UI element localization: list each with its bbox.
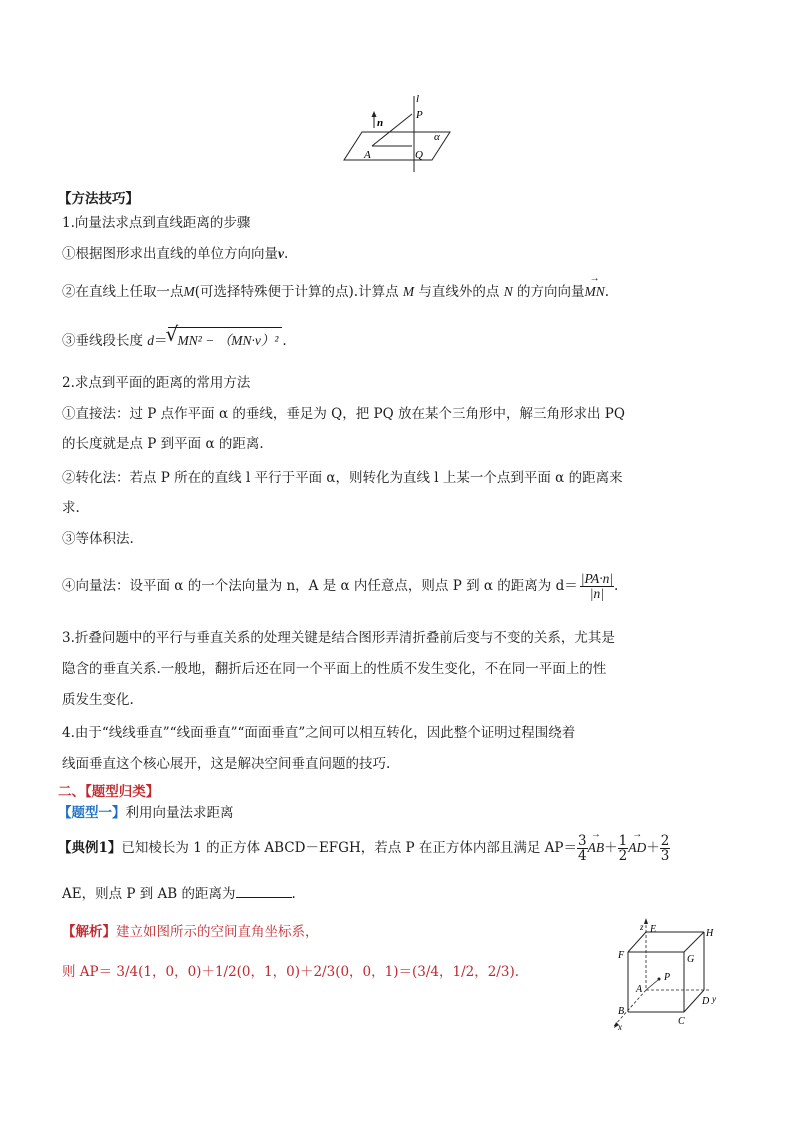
fig1-label-P: P bbox=[416, 109, 423, 121]
answer-blank bbox=[236, 897, 292, 898]
cube-label-F: F bbox=[618, 950, 625, 961]
cube-label-H: H bbox=[706, 928, 714, 939]
item3-line3: 质发生变化. bbox=[62, 692, 134, 708]
cube-figure bbox=[604, 918, 734, 1036]
item4-line1: 4.由于“线线垂直”“线面垂直”“面面垂直”之间可以相互转化，因此整个证明过程围绕着 bbox=[62, 725, 576, 741]
cube-label-z: z bbox=[640, 922, 644, 932]
fig1-label-n: n bbox=[377, 117, 384, 129]
item3-line2: 隐含的垂直关系.一般地，翻折后还在同一个平面上的性质不发生变化，不在同一平面上的性 bbox=[62, 661, 607, 677]
cube-label-x: x bbox=[618, 1022, 622, 1032]
cube-label-E: E bbox=[650, 924, 657, 935]
item3-line1: 3.折叠问题中的平行与垂直关系的处理关键是结合图形弄清折叠前后变与不变的关系，尤其是 bbox=[62, 630, 615, 646]
solution-line1: 【解析】建立如图所示的空间直角坐标系， bbox=[62, 924, 319, 940]
plane-figure bbox=[340, 92, 452, 174]
item2-line1: ①直接法：过 P 点作平面 α 的垂线，垂足为 Q，把 PQ 放在某个三角形中，解三角形求出 PQ bbox=[62, 406, 625, 422]
item1-step3: ③垂线段长度 d＝ √ MN² − （MN·v）² . bbox=[62, 322, 287, 349]
item2-line6: ④向量法：设平面 α 的一个法向量为 n，A 是 α 内任意点，则点 P 到 α 的距离为 d＝ $\frac{|PA\cdot n|}{|n|}$ . bbox=[62, 571, 619, 602]
fig1-label-alpha: α bbox=[434, 131, 440, 143]
item2-title: 2.求点到平面的距离的常用方法 bbox=[62, 375, 251, 391]
item4-line2: 线面垂直这个核心展开，这是解决空间垂直问题的技巧. bbox=[62, 756, 391, 772]
solution-line2: 则 AP＝ 3/4(1，0，0)＋1/2(0，1，0)＋2/3(0，0，1)＝(3/4，1/2，2/3). bbox=[62, 964, 520, 980]
item1-title: 1.向量法求点到直线距离的步骤 bbox=[62, 215, 251, 231]
cube-label-B: B bbox=[618, 1006, 625, 1017]
cube-label-G: G bbox=[687, 954, 695, 965]
section2-title: 二、【题型归类】 bbox=[58, 784, 160, 800]
item1-step2: ②在直线上任取一点M(可选择特殊便于计算的点).计算点 M 与直线外的点 N 的方向向量→ MN. bbox=[62, 280, 609, 300]
item2-line3: ②转化法：若点 P 所在的直线 l 平行于平面 α，则转化为直线 l 上某一个点到平面 α 的距离来 bbox=[62, 470, 623, 486]
example1-line1: 【典例1】已知棱长为 1 的正方体 ABCD－EFGH，若点 P 在正方体内部且满足 AP＝ $\frac{3}{4}$ → AB＋ $\frac{1}{2}$ → AD＋ $\frac{2}{3}$ bbox=[58, 834, 670, 863]
fig1-label-l: l bbox=[416, 93, 420, 105]
cube-label-A: A bbox=[636, 984, 643, 995]
item1-step1: ①根据图形求出直线的单位方向向量v. bbox=[62, 246, 289, 262]
item2-line5: ③等体积法. bbox=[62, 531, 134, 547]
item2-line4: 求. bbox=[62, 500, 80, 516]
example1-line2: AE，则点 P 到 AB 的距离为 . bbox=[62, 886, 296, 902]
cube-label-P: P bbox=[664, 972, 671, 983]
item2-line2: 的长度就是点 P 到平面 α 的距离. bbox=[62, 436, 264, 452]
methods-header: 【方法技巧】 bbox=[58, 191, 139, 207]
cube-label-y: y bbox=[712, 994, 716, 1004]
type1-heading: 【题型一】利用向量法求距离 bbox=[58, 805, 234, 821]
fig1-label-A: A bbox=[364, 149, 371, 161]
fig1-label-Q: Q bbox=[415, 149, 423, 161]
cube-label-D: D bbox=[702, 996, 710, 1007]
cube-label-C: C bbox=[678, 1016, 685, 1027]
